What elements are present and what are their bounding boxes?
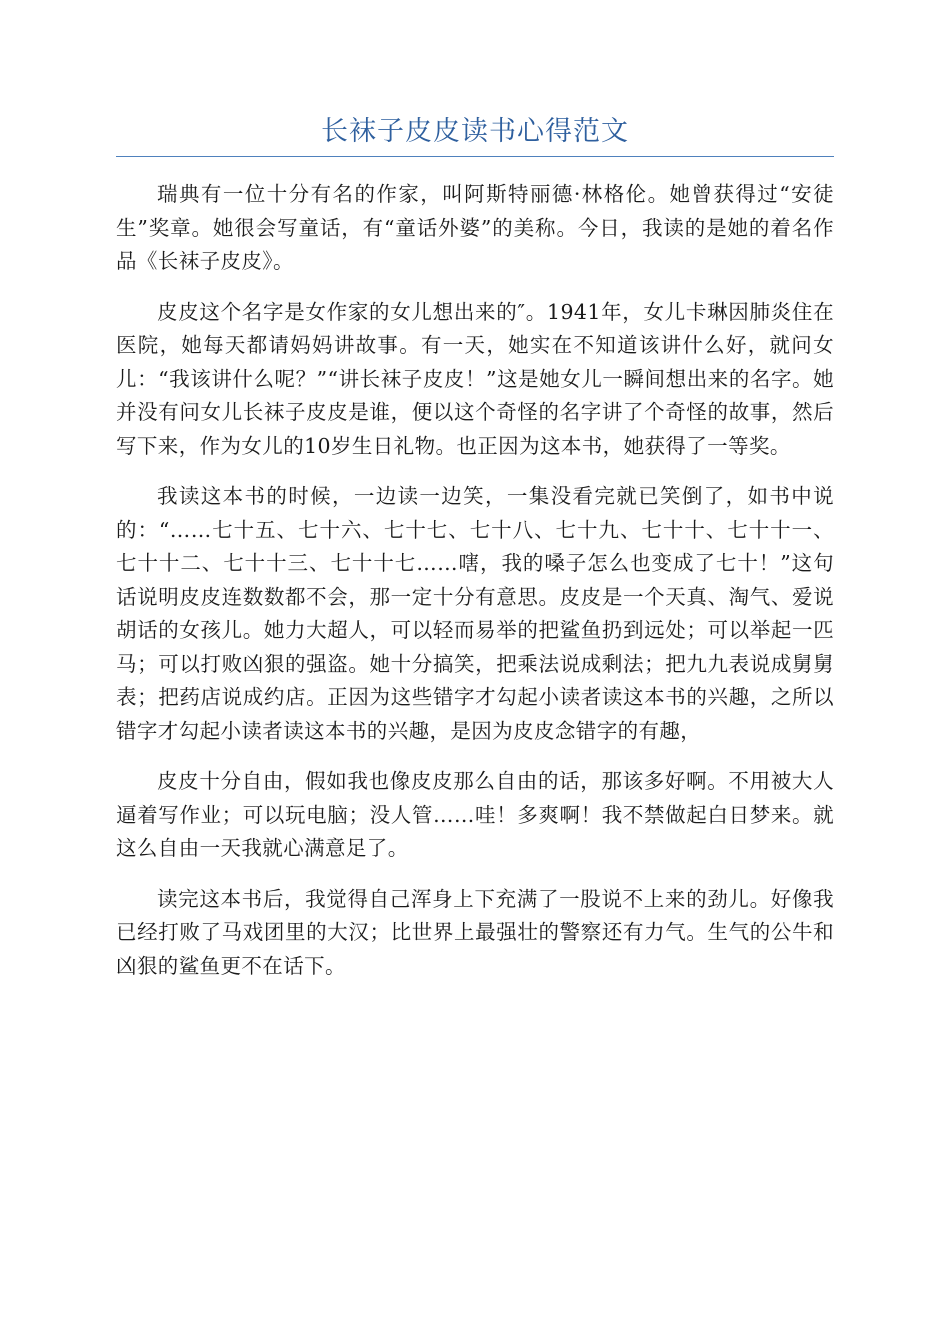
paragraph-reading-experience: 我读这本书的时候，一边读一边笑，一集没看完就已笑倒了，如书中说的：“……七十五、七十六、七十七、七十八、七十九、七十十、七十十一、七十十二、七十十三、七十十七……嗐，我的嗓子怎么也变成了七十！”这句话说明皮皮连数数都不会，那一定十分有意思。皮皮是一个天真、淘气、爱说胡话的女孩儿。她力大超人，可以轻而易举的把鲨鱼扔到远处；可以举起一匹马；可以打败凶狠的强盗。她十分搞笑，把乘法说成剩法；把九九表说成舅舅表；把药店说成约店。正因为这些错字才勾起小读者读这本书的兴趣，之所以错字才勾起小读者读这本书的兴趣，是因为皮皮念错字的有趣，: [116, 484, 834, 743]
paragraph-intro: 瑞典有一位十分有名的作家，叫阿斯特丽德·林格伦。她曾获得过“安徒生”奖章。她很会写童话，有“童话外婆”的美称。今日，我读的是她的着名作品《长袜子皮皮》。: [116, 182, 834, 273]
paragraph-conclusion: 读完这本书后，我觉得自己浑身上下充满了一股说不上来的劲儿。好像我已经打败了马戏团里的大汉；比世界上最强壮的警察还有力气。生气的公牛和凶狠的鲨鱼更不在话下。: [116, 886, 834, 978]
title-block: [116, 112, 834, 157]
paragraph-freedom: 皮皮十分自由，假如我也像皮皮那么自由的话，那该多好啊。不用被大人逼着写作业；可以玩电脑；没人管……哇！多爽啊！我不禁做起白日梦来。就这么自由一天我就心满意足了。: [116, 769, 834, 860]
document-body: [116, 178, 834, 1000]
document-title: 长袜子皮皮读书心得范文: [321, 116, 629, 147]
paragraph-name-origin: 皮皮这个名字是女作家的女儿想出来的″。1941年，女儿卡琳因肺炎住在医院，她每天都请妈妈讲故事。有一天，她实在不知道该讲什么好，就问女儿：“我该讲什么呢？”“讲长袜子皮皮！”这是她女儿一瞬间想出来的名字。她并没有问女儿长袜子皮皮是谁，便以这个奇怪的名字讲了个奇怪的故事，然后写下来，作为女儿的10岁生日礼物。也正因为这本书，她获得了一等奖。: [116, 299, 834, 458]
